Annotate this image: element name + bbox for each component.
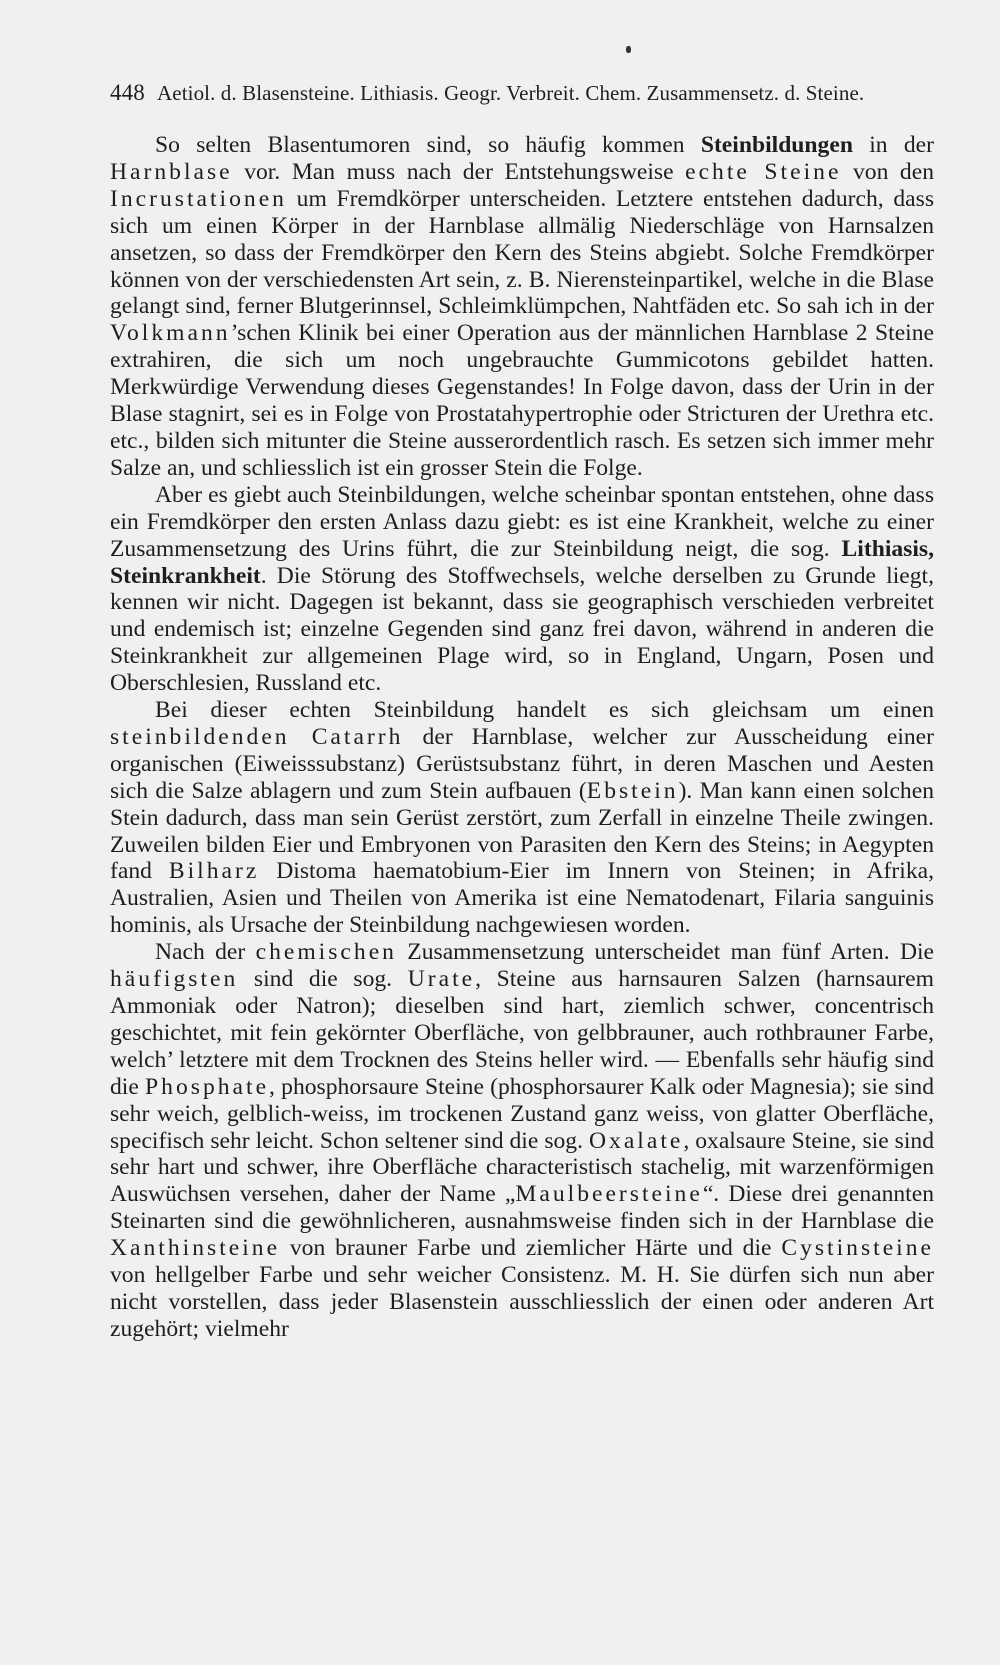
running-title: Aetiol. d. Blasensteine. Lithiasis. Geogr. Verbreit. Chem. Zusammensetz. d. Steine. [157,81,865,105]
page-number: 448 [110,80,145,105]
spaced-emphasis: steinbildenden Catarrh [110,723,404,750]
text-run: in der [852,132,934,158]
spaced-emphasis: Volkmann [110,320,231,347]
text-run: Nach der [155,939,256,966]
spaced-emphasis: häufigsten [110,966,239,993]
text-run: von hellgelber Farbe und sehr weicher Consistenz. M. H. Sie dürfen sich nun aber nicht vorstellen, dass jeder Blasenstein ausschliesslich der einen oder anderen Art zugehört; vielmehr [110,1262,934,1342]
text-run: “. Diese drei genannten Steinarten sind die gewöhnlicheren, ausnahmsweise finden sich in der Harnblase die [110,1181,934,1235]
spaced-emphasis: Urate [407,966,476,993]
bold-term: Steinbildungen [700,132,853,158]
paragraph [110,482,934,697]
spaced-emphasis: echte Steine [685,158,842,185]
bold-term: Lithiasis, Steinkrankheit [110,535,934,589]
text-run: sind die sog. [238,966,408,993]
paragraph [110,697,934,939]
text-run: von den [841,158,934,185]
text-run: Zusammensetzung unterscheidet man fünf Arten. Die [396,939,935,966]
text-run: von brauner Farbe und ziemlicher Härte und die [280,1235,782,1262]
spaced-emphasis: Cystinsteine [781,1235,934,1262]
spaced-emphasis: Xanthinsteine [110,1235,281,1262]
ink-speck [626,46,631,53]
spaced-emphasis: chemischen [255,939,397,966]
text-run: , Steine aus harnsauren Salzen (harnsaurem Ammoniak oder Natron); dieselben sind hart, ziemlich schwer, concentrisch geschichtet, mit fein gekörnter Oberfläche, von gelbbrauner, auch rothbrauner Farbe, welch’ letztere mit dem Trocknen des Steins heller wird. — Ebenfalls sehr häufig sind die [110,966,934,1100]
text-run: ’schen Klinik bei einer Operation aus der männlichen Harnblase 2 Steine extrahiren, die sich um noch ungebrauchte Gummicotons gebildet hatten. Merkwürdige Verwendung dieses Gegenstandes! In Folge davon, dass der Urin in der Blase stagnirt, sei es in Folge von Prostatahypertrophie oder Stricturen der Urethra etc. etc., bilden sich mitunter die Steine ausserordentlich rasch. Es setzen sich immer mehr Salze an, und schliesslich ist ein grosser Stein die Folge. [110,320,934,481]
text-run: Distoma haematobium-Eier im Innern von Steinen; in Afrika, Australien, Asien und Theilen von Amerika ist eine Nematodenart, Filaria sanguinis hominis, als Ursache der Steinbildung nachgewiesen worden. [110,858,934,939]
text-run: der Harnblase, welcher zur Ausscheidung einer organischen (Eiweisssubstanz) Gerüstsubstanz führt, in deren Maschen und Aesten sich die Salze ablagern und zum Stein aufbauen ( [110,723,934,804]
text-run: Bei dieser echten Steinbildung handelt es sich gleichsam um einen [155,697,934,724]
paragraph [110,939,934,1343]
spaced-emphasis: Bilharz [168,858,260,885]
body-text [110,132,934,1343]
spaced-emphasis: Incrustationen [110,185,287,212]
text-run: vor. Man muss nach der Entstehungsweise [232,158,686,185]
text-run: So selten Blasentumoren sind, so häufig kommen [155,132,701,158]
text-run: ). Man kann einen solchen Stein dadurch, dass man sein Gerüst zerstört, zum Zerfall in einzelne Theile zwingen. Zuweilen bilden Eier und Embryonen von Parasiten den Kern des Steins; in Aegypten fand [110,777,934,885]
running-header [110,80,940,106]
spaced-emphasis: Phosphate [145,1073,270,1100]
spaced-emphasis: Harnblase [110,158,233,185]
text-run: , phosphorsaure Steine (phosphorsaurer Kalk oder Magnesia); sie sind sehr weich, gelblich-weiss, im trockenen Zustand ganz weiss, von glatter Oberfläche, specifisch sehr leicht. Schon seltener sind die sog. [110,1073,934,1154]
text-run: Aber es giebt auch Steinbildungen, welche scheinbar spontan entstehen, ohne dass ein Fremdkörper den ersten Anlass dazu giebt: es ist eine Krankheit, welche zu einer Zusammensetzung des Urins führt, die zur Steinbildung neigt, die sog. [110,481,934,562]
text-run: . Die Störung des Stoffwechsels, welche derselben zu Grunde liegt, kennen wir nicht. Dagegen ist bekannt, dass sie geographisch verschieden verbreitet und endemisch ist; einzelne Gegenden sind ganz frei davon, während in anderen die Steinkrankheit zur allgemeinen Plage wird, so in England, Ungarn, Posen und Oberschlesien, Russland etc. [110,562,934,697]
spaced-emphasis: Maulbeersteine [515,1181,703,1208]
text-run: , oxalsaure Steine, sie sind sehr hart und schwer, ihre Oberfläche characteristisch stachelig, mit warzenförmigen Auswüchsen versehen, daher der Name „ [110,1127,934,1208]
text-run: um Fremdkörper unterscheiden. Letztere entstehen dadurch, dass sich um einen Körper in der Harnblase allmälig Niederschläge von Harnsalzen ansetzen, so dass der Fremdkörper den Kern des Steins abgiebt. Solche Fremdkörper können von der verschiedensten Art sein, z. B. Nierensteinpartikel, welche in die Blase gelangt sind, ferner Blutgerinnsel, Schleimklümpchen, Nahtfäden etc. So sah ich in der [110,185,934,320]
spaced-emphasis: Ebstein [586,777,679,804]
spaced-emphasis: Oxalate [588,1127,684,1154]
paragraph [110,132,934,482]
